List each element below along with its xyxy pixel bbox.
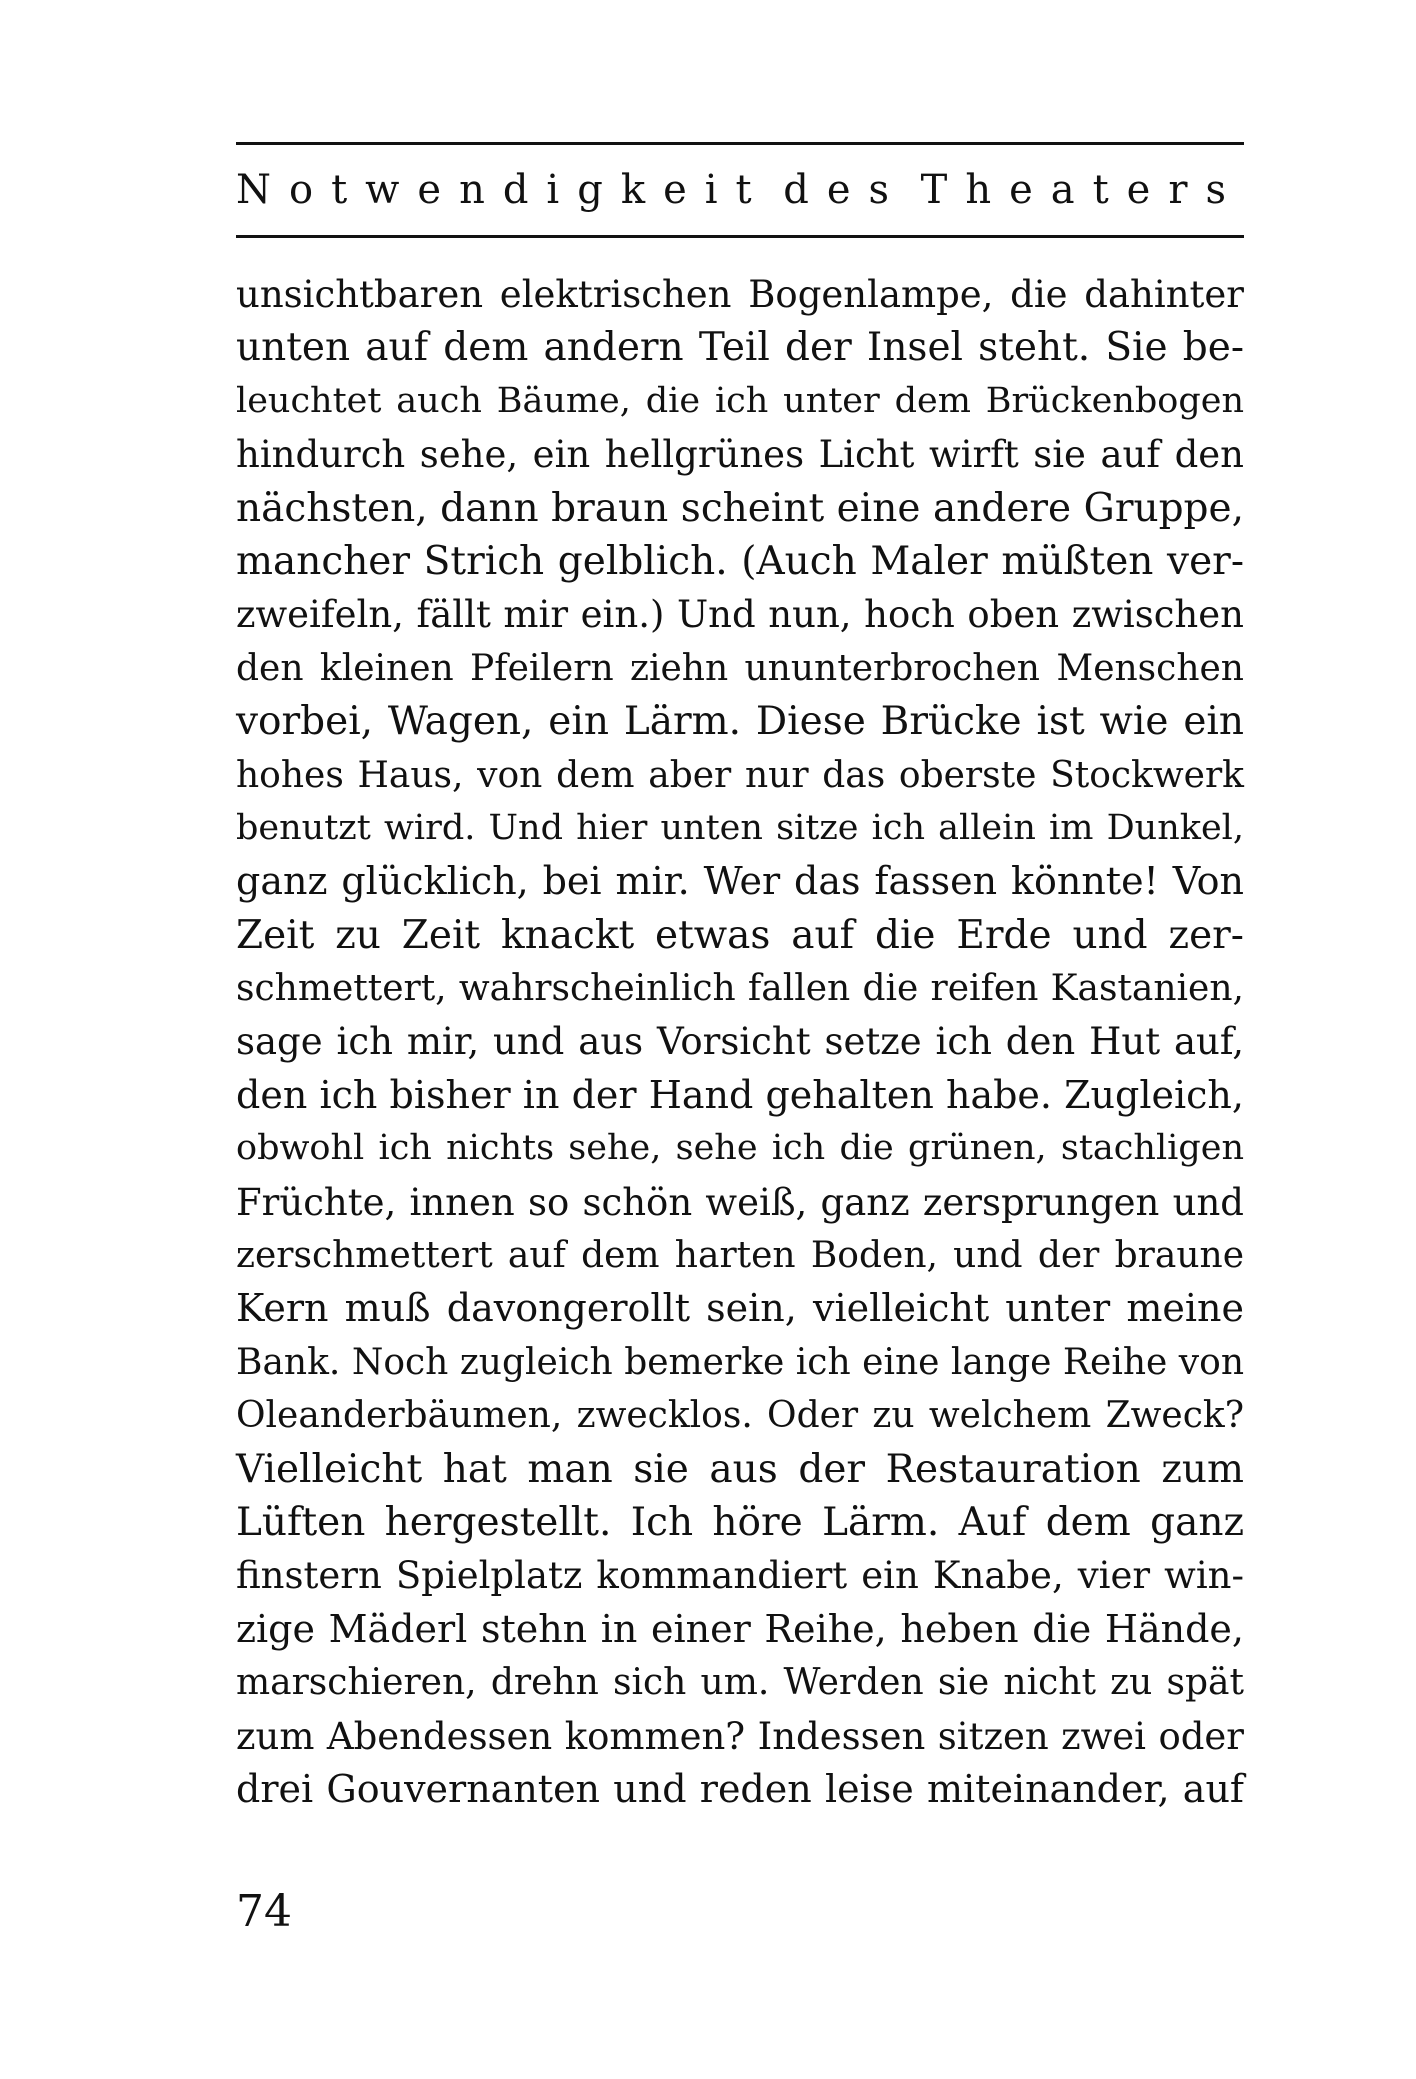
text-line: zerschmettert auf dem harten Boden, und der braune — [236, 1235, 1244, 1277]
text-line: Bank. Noch zugleich bemerke ich eine lange Reihe von — [236, 1341, 1244, 1383]
text-line: Oleanderbäumen, zwecklos. Oder zu welchem Zweck? — [236, 1395, 1244, 1437]
text-line: den ich bisher in der Hand gehalten habe. Zugleich, — [236, 1072, 1244, 1117]
running-head-part-2: des — [783, 167, 908, 213]
text-line: marschieren, drehn sich um. Werden sie nicht zu spät — [236, 1662, 1244, 1704]
text-line: sage ich mir, und aus Vorsicht setze ich den Hut auf, — [236, 1020, 1244, 1064]
text-line: unten auf dem andern Teil der Insel steht. Sie be- — [236, 325, 1244, 371]
text-line: vorbei, Wagen, ein Lärm. Diese Brücke ist wie ein — [236, 699, 1244, 745]
text-line: finstern Spielplatz kommandiert ein Knabe, vier win- — [236, 1554, 1244, 1598]
text-line: unsichtbaren elektrischen Bogenlampe, die dahinter — [236, 273, 1244, 316]
text-line: hindurch sehe, ein hellgrünes Licht wirft sie auf den — [236, 433, 1244, 477]
header-rule-top — [236, 142, 1244, 145]
text-line: zige Mäderl stehn in einer Reihe, heben die Hände, — [236, 1606, 1244, 1651]
text-line: ganz glücklich, bei mir. Wer das fassen könnte! Von — [236, 859, 1244, 904]
body-text — [236, 268, 1244, 1816]
running-head-part-1: Notwendigkeit — [236, 167, 770, 213]
header-rule-bottom — [236, 235, 1244, 238]
text-line: Lüften hergestellt. Ich höre Lärm. Auf dem ganz — [236, 1499, 1244, 1545]
text-line: leuchtet auch Bäume, die ich unter dem Brückenbogen — [236, 380, 1244, 421]
text-line: schmettert, wahrscheinlich fallen die reifen Kastanien, — [236, 968, 1244, 1010]
text-line: den kleinen Pfeilern ziehn ununterbrochen Menschen — [236, 647, 1244, 689]
text-line: Vielleicht hat man sie aus der Restauration zum — [236, 1446, 1244, 1492]
text-line: Früchte, innen so schön weiß, ganz zersprungen und — [236, 1180, 1244, 1224]
text-line: zweifeln, fällt mir ein.) Und nun, hoch oben zwischen — [236, 593, 1244, 637]
running-head-part-3: Theaters — [920, 167, 1244, 213]
text-line: drei Gouvernanten und reden leise miteinander, auf — [236, 1766, 1244, 1811]
text-line: zum Abendessen kommen? Indessen sitzen zwei oder — [236, 1714, 1244, 1758]
page-number: 74 — [236, 1886, 292, 1937]
text-line: Zeit zu Zeit knackt etwas auf die Erde und zer- — [236, 912, 1244, 958]
text-line: obwohl ich nichts sehe, sehe ich die grünen, stachligen — [236, 1128, 1244, 1169]
text-line: mancher Strich gelblich. (Auch Maler müßten ver- — [236, 538, 1244, 584]
text-line: nächsten, dann braun scheint eine andere Gruppe, — [236, 485, 1244, 531]
text-line: hohes Haus, von dem aber nur das oberste Stockwerk — [236, 754, 1244, 796]
text-line: Kern muß davongerollt sein, vielleicht unter meine — [236, 1286, 1244, 1331]
text-line: benutzt wird. Und hier unten sitze ich allein im Dunkel, — [236, 807, 1244, 848]
running-head — [236, 160, 1244, 220]
